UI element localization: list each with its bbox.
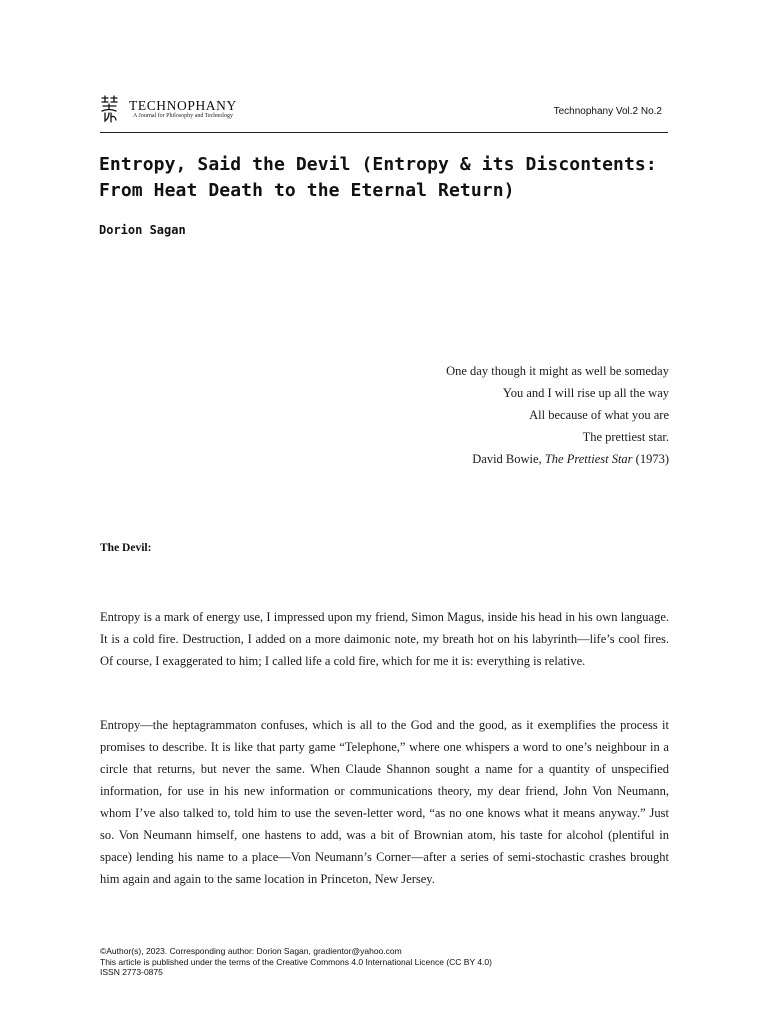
epigraph-line: You and I will rise up all the way <box>502 386 669 400</box>
journal-logo <box>100 92 260 126</box>
epigraph <box>360 360 669 470</box>
page-footer <box>100 946 492 978</box>
journal-header <box>100 92 668 132</box>
epigraph-attribution <box>360 448 669 470</box>
journal-name: TECHNOPHANY <box>129 98 237 113</box>
epigraph-line: All because of what you are <box>529 408 669 422</box>
license-line: This article is published under the terms of the Creative Commons 4.0 International Licence (CC BY 4.0) <box>100 956 492 967</box>
epigraph-line: The prettiest star. <box>582 430 669 444</box>
body-paragraph: Entropy—the heptagrammaton confuses, which is all to the God and the good, as it exemplifies the process it promises to describe. It is like that party game “Telephone,” where one whispers a word to one’s neighbour in a circle that returns, but never the same. When Claude Shannon sought a name for a quantity of unspecified information, for use in his new information or communications theory, my dear friend, John Von Neumann, whom I’ve also talked to, told him to use the seven-letter word, “as no one knows what it means anyway.” Just so. Von Neumann himself, one hastens to add, was a bit of Brownian atom, his taste for alcohol (plentiful in space) lending his name to a place—Von Neumann’s Corner—after a series of semi-stochastic crashes brought him again and again to the same location in Princeton, New Jersey. <box>100 718 669 886</box>
attribution-year: (1973) <box>632 452 669 466</box>
epigraph-line: One day though it might as well be someday <box>446 364 669 378</box>
issue-label: Technophany Vol.2 No.2 <box>553 106 662 117</box>
section-heading: The Devil: <box>100 542 152 554</box>
attribution-work: The Prettiest Star <box>544 452 633 466</box>
article-title: Entropy, Said the Devil (Entropy & its Discontents: From Heat Death to the Eternal Return) <box>99 154 657 201</box>
header-divider <box>100 132 668 133</box>
attribution-author: David Bowie, <box>472 452 545 466</box>
issn-line: ISSN 2773-0875 <box>100 967 163 977</box>
article-author: Dorion Sagan <box>99 223 186 237</box>
body-paragraph: Entropy is a mark of energy use, I impressed upon my friend, Simon Magus, inside his head in his own language. It is a cold fire. Destruction, I added on a more daimonic note, my breath hot on his labyrinth—life’s cool fires. Of course, I exaggerated to him; I called life a cold fire, which for me it is: everything is relative. <box>100 610 669 668</box>
journal-tagline: A Journal for Philosophy and Technology <box>133 113 233 119</box>
copyright-line: ©Author(s), 2023. Corresponding author: Dorion Sagan, gradientor@yahoo.com <box>100 946 402 956</box>
technophany-glyph-icon <box>100 94 128 124</box>
